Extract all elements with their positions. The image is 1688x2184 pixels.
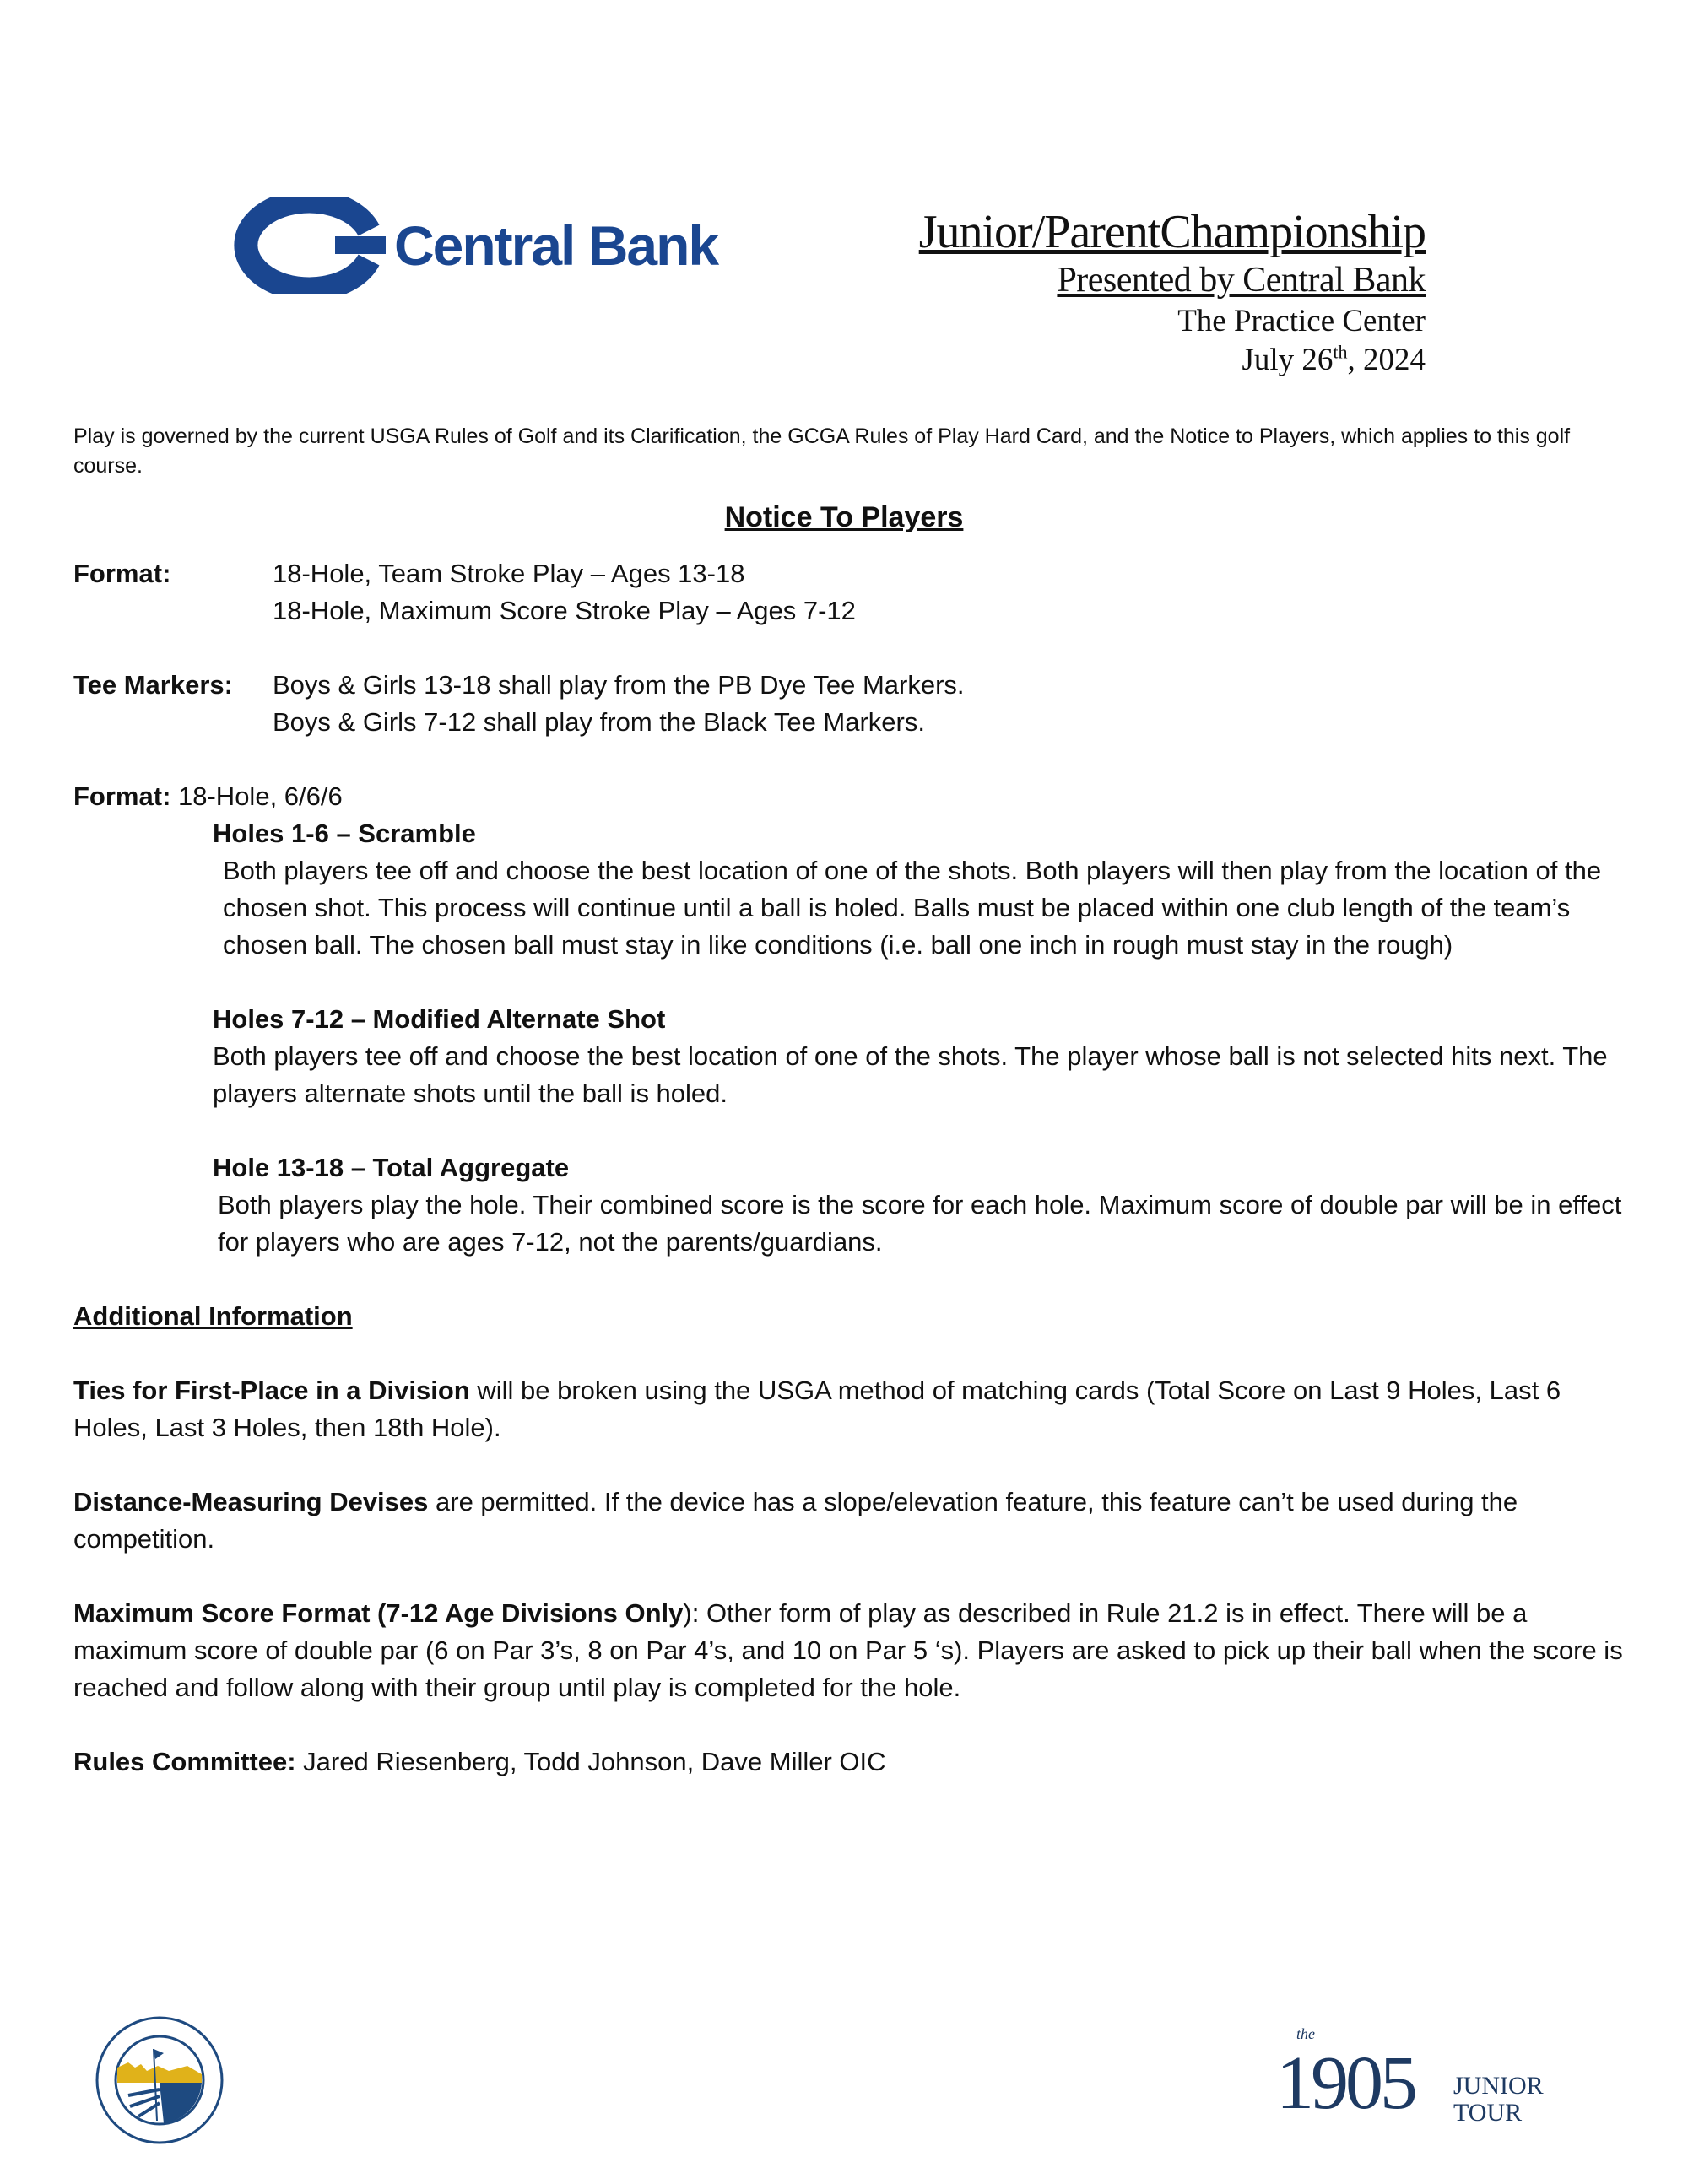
section-heading: Hole 13-18 – Total Aggregate (213, 1153, 570, 1182)
format-line: 18-Hole, Maximum Score Stroke Play – Ages 7-12 (273, 596, 856, 625)
gcga-logo (95, 2015, 225, 2146)
additional-heading: Additional Information (73, 1301, 353, 1331)
page-title: Junior/ParentChampionship (918, 206, 1426, 258)
bank-logo-text: Central Bank (394, 214, 718, 277)
subtitle: Presented by Central Bank (1057, 261, 1426, 300)
central-bank-logo (234, 197, 749, 294)
section-text: Both players tee off and choose the best location of one of the shots. The player whose ball is not selected hits next. The players alternate shots until the ball is holed. (213, 1041, 1608, 1108)
tour-junior-text: JUNIOR (1453, 2072, 1544, 2100)
venue: The Practice Center (1177, 304, 1426, 338)
section-text: Both players tee off and choose the best location of one of the shots. Both players will then play from the location of the chosen shot. This process will continue until a ball is holed. Balls must be placed within one club length of the team’s chosen ball. The chosen ball must stay in like conditions (i.e. ball one inch in rough must stay in the rough) (223, 856, 1602, 960)
tour-tour-text: TOUR (1453, 2099, 1523, 2127)
tee-markers-line: Boys & Girls 7-12 shall play from the Black Tee Markers. (273, 707, 925, 737)
section-text: Both players play the hole. Their combined score is the score for each hole. Maximum score of double par will be in effect for players who are ages 7-12, not the parents/guardians. (218, 1190, 1622, 1257)
section-heading: Holes 1-6 – Scramble (213, 819, 476, 848)
distance-rule: Distance-Measuring Devises are permitted. If the device has a slope/elevation feature, this feature can’t be used during the competition. (73, 1487, 1518, 1554)
format-line: 18-Hole, Team Stroke Play – Ages 13-18 (273, 559, 745, 588)
ties-rule: Ties for First-Place in a Division will be broken using the USGA method of matching cards (Total Score on Last 9 Holes, Last 6 Holes, Last 3 Holes, then 18th Hole). (73, 1376, 1561, 1442)
tee-markers-label: Tee Markers: (73, 670, 233, 700)
intro-text: Play is governed by the current USGA Rules of Golf and its Clarification, the GCGA Rules of Play Hard Card, and the Notice to Players, which applies to this golf course. (73, 424, 1571, 478)
1905-junior-tour-logo (1276, 2025, 1580, 2143)
rules-committee: Rules Committee: Jared Riesenberg, Todd Johnson, Dave Miller OIC (73, 1747, 886, 1776)
gcga-seal-icon (95, 2015, 225, 2146)
tour-the-text: the (1296, 2025, 1315, 2042)
event-date: July 26th, 2024 (1242, 341, 1426, 377)
notice-heading: Notice To Players (724, 501, 964, 533)
max-score-rule: Maximum Score Format (7-12 Age Divisions Only): Other form of play as described in Rule 21.2 is in effect. There will be a maximum score of double par (6 on Par 3’s, 8 on Par 4’s, and 10 on Par 5 ‘s). Players are asked to pick up their ball when the score is reached and follow along with their group until play is completed for the hole. (73, 1598, 1623, 1702)
central-bank-c-icon (234, 197, 386, 294)
section-heading: Holes 7-12 – Modified Alternate Shot (213, 1004, 666, 1034)
format-6-6-6: Format: 18-Hole, 6/6/6 (73, 781, 343, 811)
tee-markers-line: Boys & Girls 13-18 shall play from the PB Dye Tee Markers. (273, 670, 965, 700)
format-label: Format: (73, 559, 171, 588)
tour-year-text: 1905 (1276, 2041, 1415, 2125)
